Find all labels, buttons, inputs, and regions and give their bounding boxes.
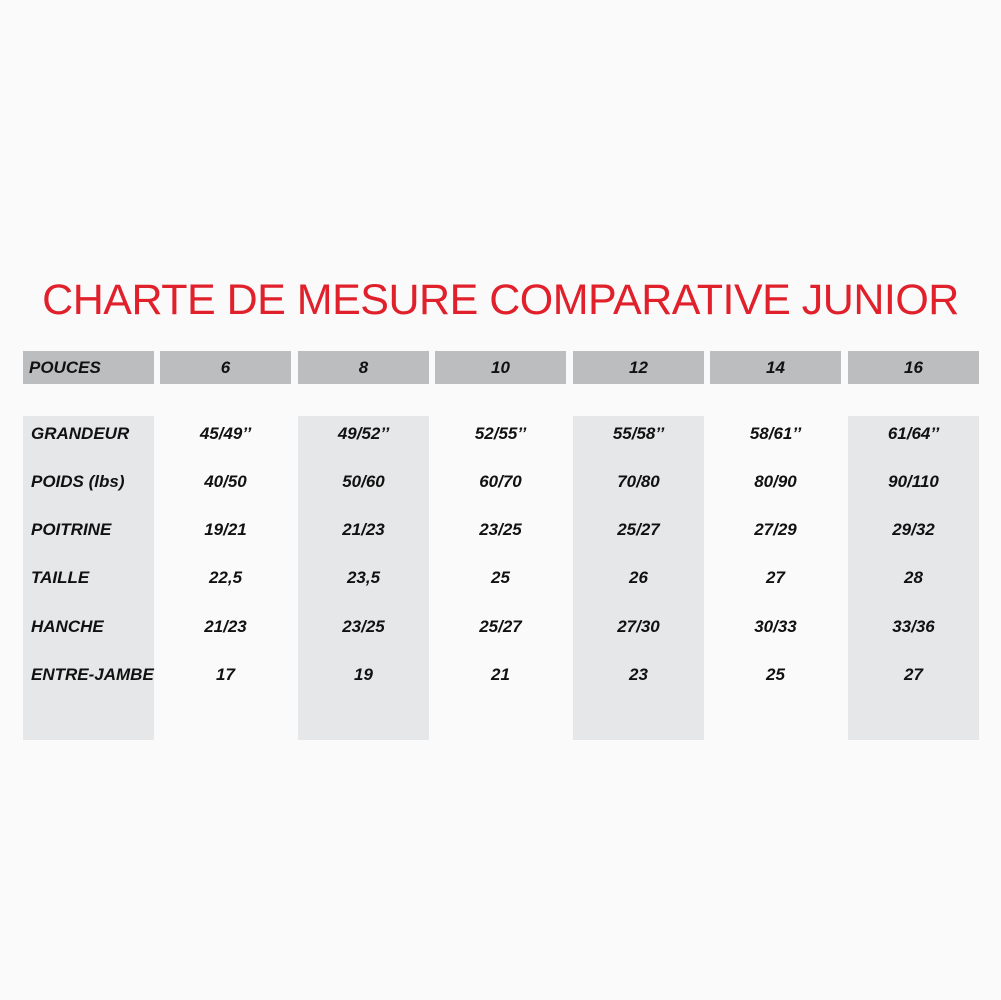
table-cell: 23/25 (479, 520, 522, 539)
table-cell: 80/90 (754, 472, 797, 491)
table-cell: 27 (766, 568, 785, 587)
table-cell: 23/25 (342, 617, 385, 636)
table-cell: 55/58’’ (612, 424, 665, 443)
table-cell: 23 (629, 665, 648, 684)
header-cell-size: 14 (710, 351, 841, 384)
table-cell: 29/32 (892, 520, 935, 539)
header-cell-size: 16 (848, 351, 979, 384)
table-cell: 60/70 (479, 472, 522, 491)
table-cell: 23,5 (346, 568, 381, 587)
row-label: POIDS (lbs) (31, 472, 125, 491)
page-title: CHARTE DE MESURE COMPARATIVE JUNIOR (42, 276, 959, 324)
table-cell: 33/36 (892, 617, 935, 636)
row-label: ENTRE-JAMBE (31, 665, 154, 684)
table-cell: 45/49’’ (199, 424, 252, 443)
header-cell-size: 8 (298, 351, 429, 384)
table-cell: 17 (216, 665, 235, 684)
table-cell: 58/61’’ (749, 424, 802, 443)
table-cell: 19/21 (204, 520, 247, 539)
table-cell: 19 (354, 665, 373, 684)
table-cell: 70/80 (617, 472, 660, 491)
table-cell: 52/55’’ (474, 424, 527, 443)
table-cell: 49/52’’ (337, 424, 390, 443)
table-cell: 61/64’’ (887, 424, 940, 443)
table-cell: 50/60 (342, 472, 385, 491)
table-cell: 25 (766, 665, 785, 684)
row-label: GRANDEUR (31, 424, 130, 443)
header-cell-size: 6 (160, 351, 291, 384)
row-label: HANCHE (31, 617, 104, 636)
table-cell: 21/23 (342, 520, 385, 539)
header-cell-size: 10 (435, 351, 566, 384)
table-cell: 25/27 (479, 617, 522, 636)
table-cell: 25/27 (617, 520, 660, 539)
table-cell: 27 (904, 665, 923, 684)
table-cell: 27/30 (617, 617, 660, 636)
table-cell: 40/50 (204, 472, 247, 491)
table-cell: 90/110 (888, 472, 939, 491)
table-cell: 22,5 (208, 568, 243, 587)
table-cell: 28 (904, 568, 923, 587)
table-cell: 27/29 (754, 520, 797, 539)
table-cell: 26 (629, 568, 648, 587)
header-cell-unit: POUCES (23, 351, 154, 384)
table-cell: 21 (491, 665, 510, 684)
table-cell: 30/33 (754, 617, 797, 636)
row-label: POITRINE (31, 520, 112, 539)
header-cell-size: 12 (573, 351, 704, 384)
table-cell: 25 (491, 568, 510, 587)
row-label: TAILLE (31, 568, 90, 587)
table-cell: 21/23 (204, 617, 247, 636)
